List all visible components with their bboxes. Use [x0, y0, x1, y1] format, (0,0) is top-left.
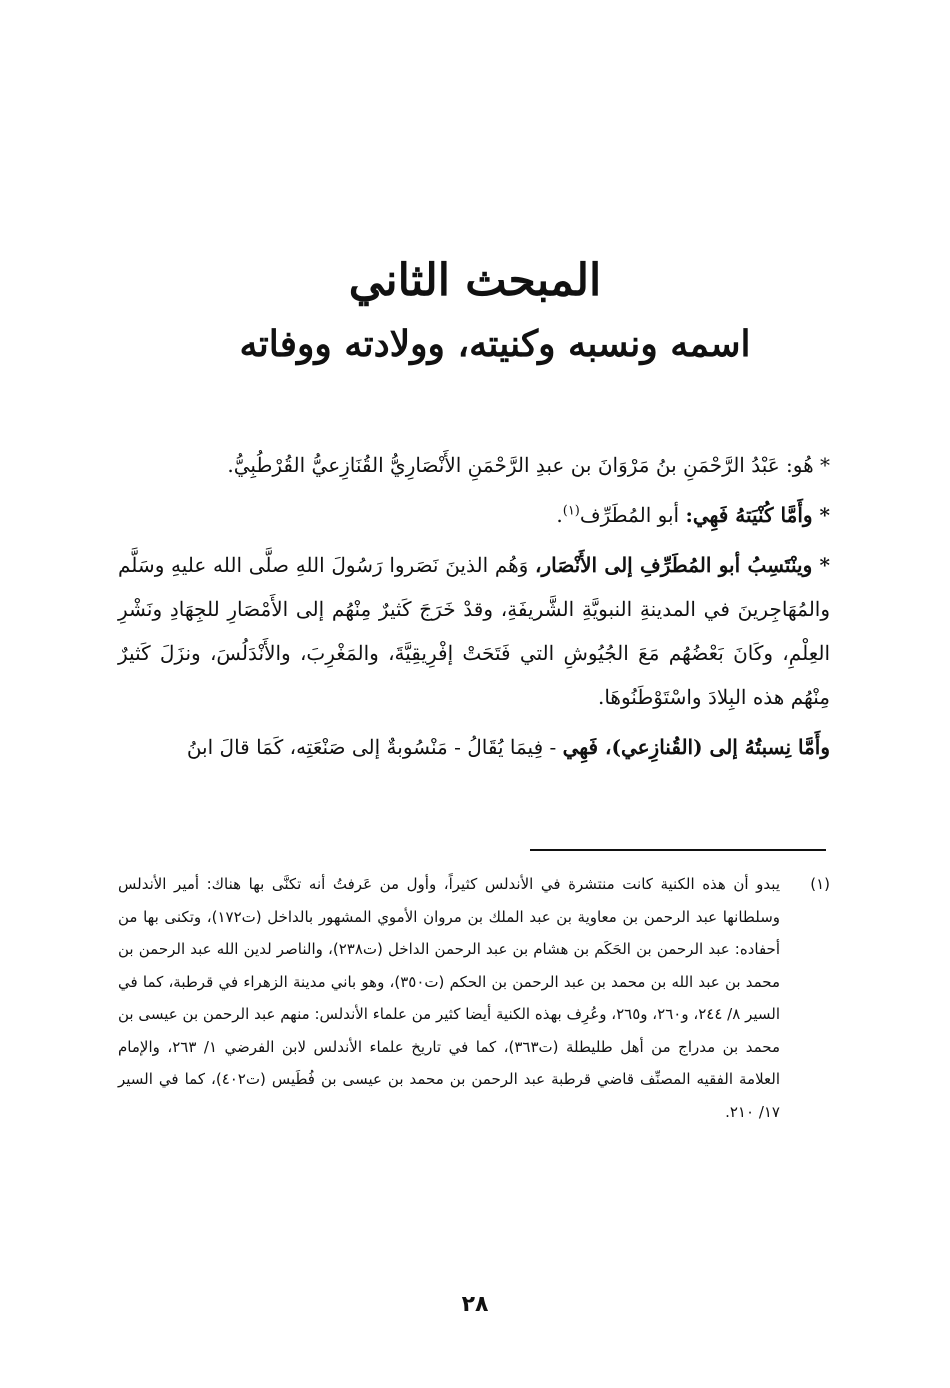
footnote-reference: (١)	[562, 503, 580, 519]
footnote-divider	[530, 849, 826, 851]
kunya-text: أبو المُطَرِّف	[579, 503, 686, 527]
paragraph-nisba	[118, 725, 830, 769]
lineage-lead: * وينْتَسِبُ أبو المُطَرِّفِ إلى الأَنْصَار،	[535, 553, 830, 577]
paragraph-name: * هُو: عَبْدُ الرَّحْمَنِ بنُ مَرْوَانَ بن عبدِ الرَّحْمَنِ الأَنْصَارِيُّ القُنَازِعيُّ القُرْطُبِيُّ.	[227, 453, 830, 477]
lineage-text: وَهُم الذينَ نَصَروا رَسُولَ اللهِ صلَّى الله عليهِ وسَلَّم والمُهَاجِرينَ في المدينةِ النبويَّةِ الشَّريفَةِ، وقدْ خَرَجَ كَثيرٌ مِنْهُم إلى الأَمْصَارِ للجِهَادِ ونَشْرِ العِلْمِ، وكَانَ بَعْضُهُم مَعَ الجُيُوشِ التي فَتَحَتْ إفْرِيقِيَّةَ، والمَغْرِبَ، والأَنْدَلُسَ، ونزَلَ كَثيرٌ مِنْهُم هذه البِلادَ واسْتَوْطَنُوهَا.	[118, 553, 830, 709]
section-heading	[0, 248, 950, 374]
paragraph-kunya	[118, 493, 830, 537]
kunya-lead: * وأَمَّا كُنْيَتهُ فَهِي:	[685, 503, 830, 527]
nisba-lead: وأَمَّا نِسبتُهُ إلى (القُنازِعي)، فَهِي	[562, 735, 830, 759]
footnote-marker: (١)	[810, 875, 830, 893]
page-number: ٢٨	[461, 1292, 489, 1317]
section-subtitle: اسمه ونسبه وكنيته، وولادته ووفاته	[239, 323, 751, 365]
section-title: المبحث الثاني	[348, 255, 602, 306]
paragraph-lineage	[118, 543, 830, 719]
main-text	[118, 443, 830, 775]
nisba-text: - فِيمَا يُقَالُ - مَنْسُوبةٌ إلى صَنْعَتِه، كَمَا قالَ ابنُ	[186, 735, 563, 759]
kunya-end: .	[556, 503, 563, 527]
footnote-text: يبدو أن هذه الكنية كانت منتشرة في الأندلس كثيراً، وأول من عَرفتُ أنه تكنَّى بها هناك: أمير الأندلس وسلطانها عبد الرحمن بن معاوية بن عبد الملك بن مروان الأموي المشهور بالداخل (ت١٧٢)، وتكنى بها من أحفاده: عبد الرحمن بن الحَكَم بن هشام بن عبد الرحمن الداخل (ت٢٣٨)، والناصر لدين الله عبد الرحمن بن محمد بن عبد الله بن محمد بن عبد الرحمن بن الحكم (ت٣٥٠)، وهو باني مدينة الزهراء في قرطبة، كما في السير ٨/ ٢٤٤، و٢٦٠، و٢٦٥، وعُرِف بهذه الكنية أيضا كثير من علماء الأندلس: منهم عبد الرحمن بن عيسى بن محمد بن مدراج من أهل طليطلة (ت٣٦٣)، كما في تاريخ علماء الأندلس لابن الفرضي ١/ ٢٦٣، والإمام العلامة الفقيه المصنِّف قاضي قرطبة عبد الرحمن بن محمد بن عيسى بن فُطَيس (ت٤٠٢)، كما في السير ١٧/ ٢١٠.	[118, 875, 781, 1121]
footnote	[118, 868, 830, 1128]
